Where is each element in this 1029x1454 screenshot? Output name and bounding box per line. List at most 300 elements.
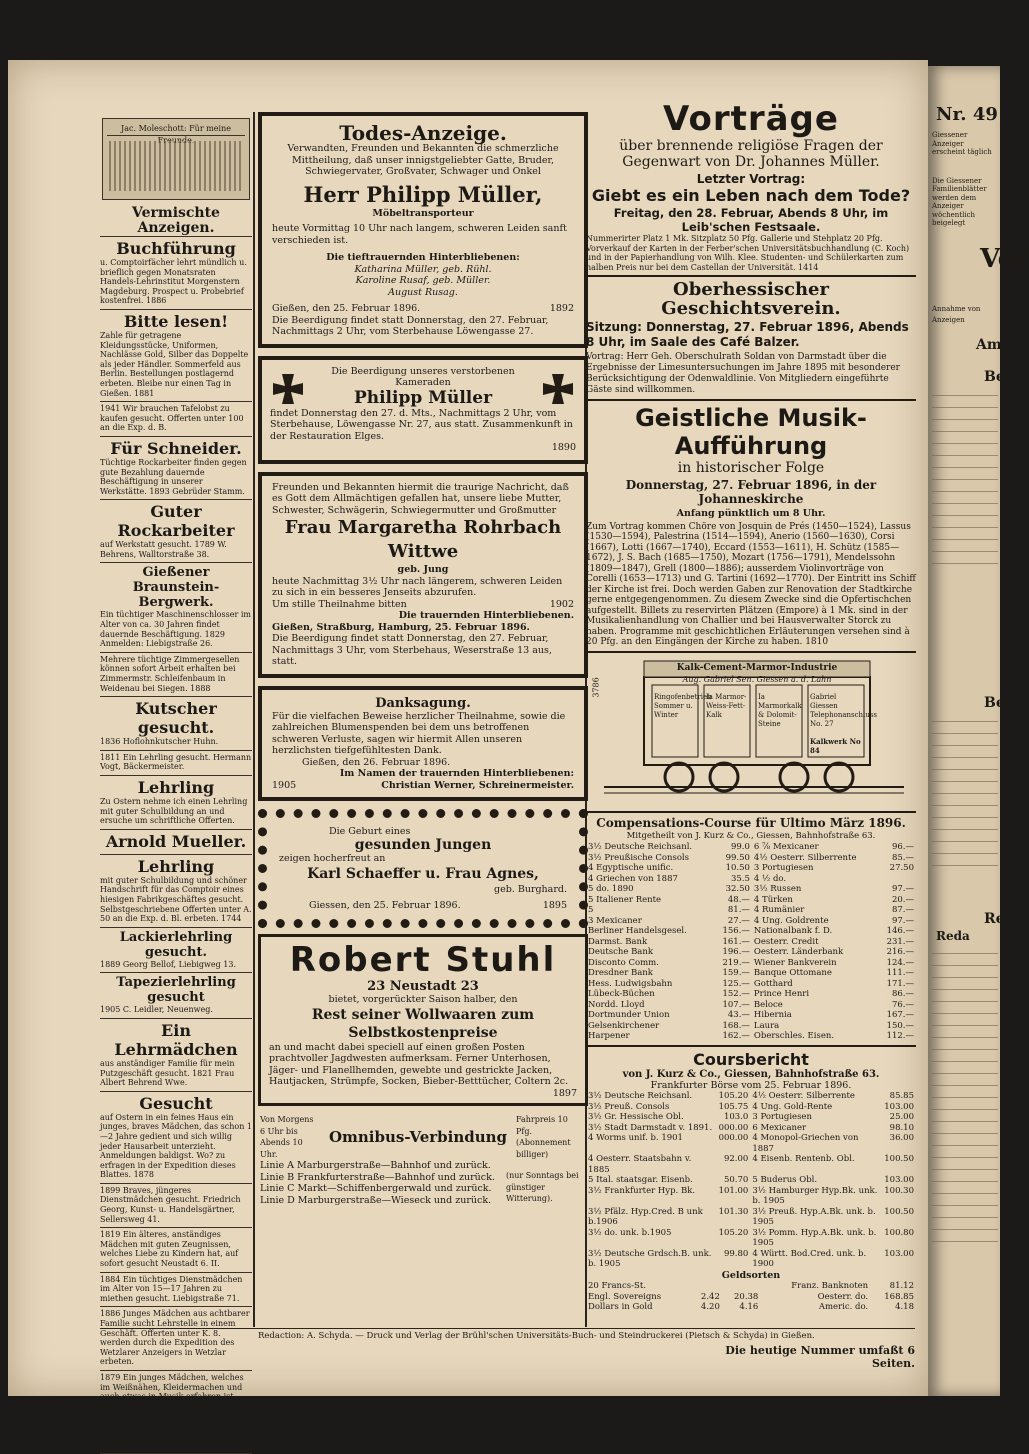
ad-body: 1811 Ein Lehrling gesucht. Hermann Vogt, Bäckermeister. bbox=[100, 752, 252, 772]
ad-body: 1886 Junges Mädchen aus achtbarer Familie sucht Lehrstelle in einem Geschäft. Offerten unter K. 8. werden durch die Expedition des Wetzlarer Anzeigers in Wetzlar erbeten. bbox=[100, 1309, 250, 1367]
table-cell: 152.— bbox=[722, 989, 750, 999]
ad-title: Arnold Mueller. bbox=[105, 831, 247, 851]
omnibus-advertisement bbox=[258, 1114, 588, 1206]
table-cell: 168.— bbox=[722, 1020, 750, 1031]
rates-table bbox=[586, 842, 916, 1042]
table-row bbox=[586, 1021, 916, 1032]
text-fragment-lines bbox=[932, 395, 998, 575]
table-cell: 161.— bbox=[722, 936, 750, 947]
table-row bbox=[586, 874, 916, 885]
ad-number: 1897 bbox=[552, 1087, 577, 1099]
place-date: Gießen, Straßburg, Hamburg, 25. Februar 1896. bbox=[272, 621, 530, 633]
thanks-notice bbox=[258, 686, 588, 802]
table-row bbox=[586, 958, 916, 969]
table-cell: 5 do. 1890 bbox=[588, 884, 634, 894]
concert-start: Anfang pünktlich um 8 Uhr. bbox=[676, 508, 826, 519]
table-cell: 171.— bbox=[886, 978, 914, 989]
table-cell: Oesterr. do. bbox=[817, 1291, 869, 1302]
ad-body: auf Werkstatt gesucht. 1789 W. Behrens, Walltorstraße 38. bbox=[100, 540, 227, 559]
table-cell: 196.— bbox=[722, 947, 750, 957]
table-cell: 100.80 bbox=[884, 1227, 914, 1238]
snippet-heading: Vor bbox=[980, 243, 1029, 274]
table-row bbox=[586, 916, 916, 927]
table-cell: 27.50 bbox=[889, 863, 914, 873]
ad-number: 1890 bbox=[551, 442, 576, 453]
table-cell: 3 Portugiesen bbox=[752, 1112, 812, 1122]
classified-ad bbox=[100, 402, 252, 437]
ad-title: Bitte lesen! bbox=[123, 311, 229, 331]
table-cell: Dortmunder Union bbox=[588, 1010, 670, 1020]
ad-title: Gesucht bbox=[139, 1093, 213, 1113]
table-cell: 4.18 bbox=[895, 1302, 914, 1312]
table-cell: 27.— bbox=[727, 915, 750, 926]
ad-body: auf Ostern in ein feines Haus ein junges, braves Mädchen, das schon 1—2 Jahre gedient und sich willig jeder Hausarbeit unterzieht. Anmeldungen baldigst. Wo? zu erfragen in der Expedition dieses Blattes. 1878 bbox=[100, 1112, 253, 1180]
table-cell: 000.00 bbox=[718, 1122, 749, 1133]
table-cell: 81.— bbox=[727, 905, 750, 915]
table-row bbox=[586, 989, 916, 1000]
classified-ad bbox=[100, 563, 252, 652]
table-cell: 5 Ital. staatsgar. Eisenb. bbox=[588, 1175, 693, 1185]
table-cell: 97.— bbox=[891, 915, 914, 926]
mourner-name: Karoline Rusaf, geb. Müller. bbox=[355, 275, 491, 286]
shop-headline: Rest seiner Wollwaaren zum Selbstkostenpreise bbox=[311, 1006, 535, 1041]
snippet-heading: Re bbox=[984, 910, 1005, 927]
table-row bbox=[586, 1123, 916, 1134]
concert-when: Donnerstag, 27. Februar 1896, in der Johanneskirche bbox=[625, 478, 877, 506]
table-row bbox=[586, 1207, 916, 1228]
deceased-name: Herr Philipp Müller, bbox=[303, 181, 543, 207]
lecture-question: Giebt es ein Leben nach dem Tode? bbox=[591, 186, 911, 205]
table-cell: Harpener bbox=[588, 1031, 630, 1041]
shop-intro: bietet, vorgerückter Saison halber, den bbox=[328, 994, 518, 1005]
route-label: Linie A bbox=[260, 1160, 295, 1171]
ad-body: 1884 Ein tüchtiges Dienstmädchen im Alter von 15—17 Jahren zu miethen gesucht. Liebigstraße 71. bbox=[100, 1274, 243, 1303]
table-cell: 10.50 bbox=[725, 863, 750, 873]
death-notice-intro: Verwandten, Freunden und Bekannten die schmerzliche Mittheilung, daß unser innigstgeliebter Gatte, Bruder, Schwiegervater, Großvater, Schwager und Onkel bbox=[287, 143, 559, 177]
table-row bbox=[586, 1228, 916, 1249]
funeral-info: Die Beerdigung findet statt Donnerstag, den 27. Februar, Nachmittags 2 Uhr, vom Sterbehause Löwengasse 27. bbox=[272, 314, 549, 337]
column-3-events-finance bbox=[586, 100, 916, 1330]
table-cell: 4 Württ. Bod.Cred. unk. b. 1900 bbox=[752, 1248, 867, 1269]
wagon-panel: Ia Marmorkalk & Dolomit-Steine bbox=[758, 692, 802, 728]
route-text: Markt—Schiffenbergerwald und zurück. bbox=[297, 1183, 492, 1194]
death-notice-text: heute Vormittag 10 Uhr nach langem, schweren Leiden sanft verschieden ist. bbox=[272, 223, 567, 246]
table-cell: 3½ Russen bbox=[753, 884, 802, 894]
ad-body: 1879 Ein junges Mädchen, welches im Weißnähen, Kleidermachen und auch etwas in Musik erfahren ist, sucht Stelle als Stütze der Hausfrau oder Ähnliches. Es wird weniger auf hohen Lohn als auf gute Behandlung gesehen. Näheres zu erfragen Bismarckstraße 8. bbox=[100, 1372, 250, 1450]
ad-title: Kutscher gesucht. bbox=[135, 699, 217, 738]
snippet-heading: Am bbox=[976, 336, 1002, 353]
classified-ad bbox=[100, 1019, 252, 1092]
table-cell: Americ. do. bbox=[818, 1302, 869, 1312]
table-cell: 168.85 bbox=[884, 1291, 914, 1302]
signed-name: Christian Werner, Schreinermeister. bbox=[381, 779, 574, 791]
column-1-classifieds bbox=[100, 118, 253, 1450]
table-cell: 3½ Deutsche Reichsanl. bbox=[588, 1091, 693, 1101]
table-cell: Beloce bbox=[753, 999, 783, 1010]
classified-ad bbox=[100, 1184, 252, 1228]
table-cell: 3½ Stadt Darmstadt v. 1891. bbox=[588, 1122, 713, 1133]
classified-ad bbox=[100, 751, 252, 776]
sacred-music-advertisement bbox=[586, 401, 916, 653]
wagon-subtitle: Aug. Gabriel Sen. Giessen a. d. Lahn bbox=[682, 674, 832, 684]
deceased-born: geb. Jung bbox=[397, 564, 449, 575]
report-table bbox=[586, 1091, 916, 1270]
comrades-line: Die Beerdigung unseres verstorbenen Kameraden bbox=[331, 365, 515, 388]
wagon-panel: Kalkwerk No 84 bbox=[810, 736, 861, 755]
table-cell: 150.— bbox=[886, 1020, 914, 1031]
route-label: Linie D bbox=[260, 1194, 295, 1206]
table-cell: 20.38 bbox=[734, 1291, 759, 1302]
table-cell: Franz. Banknoten bbox=[791, 1281, 869, 1291]
footer-pages: Die heutige Nummer umfaßt 6 Seiten. bbox=[725, 1344, 915, 1370]
robert-stuhl-advertisement bbox=[258, 934, 588, 1106]
lecture-title: Vorträge bbox=[663, 99, 839, 139]
mourners-heading: Die tieftrauernden Hinterbliebenen: bbox=[326, 252, 520, 263]
table-cell: 3½ Preuß. Hyp.A.Bk. unk. b. 1905 bbox=[752, 1206, 876, 1227]
table-cell: 99.80 bbox=[723, 1248, 749, 1259]
table-cell: Laura bbox=[753, 1020, 780, 1031]
table-cell: 35.5 bbox=[730, 873, 750, 884]
table-cell: 156.— bbox=[722, 926, 750, 936]
table-cell: 4 Ung. Goldrente bbox=[753, 915, 829, 926]
lecture-advertisement bbox=[586, 100, 916, 277]
ad-title: Lackierlehrling gesucht. bbox=[119, 929, 233, 960]
table-row bbox=[586, 1154, 916, 1175]
table-cell: 3 Portugiesen bbox=[753, 863, 814, 873]
table-cell: 97.— bbox=[891, 884, 914, 894]
bourse-date: Frankfurter Börse vom 25. Februar 1896. bbox=[650, 1079, 852, 1091]
table-cell: 4 Griechen von 1887 bbox=[588, 873, 678, 884]
footer bbox=[258, 1331, 918, 1342]
classified-ad bbox=[100, 973, 252, 1019]
funeral-info: Die Beerdigung findet statt Donnerstag, den 27. Februar, Nachmittags 3 Uhr, vom Sterbehaus, Weserstraße 13 aus, statt. bbox=[272, 633, 552, 667]
place-date: Gießen, den 25. Februar 1896. bbox=[272, 303, 421, 314]
table-cell: 4 Rumänier bbox=[753, 905, 805, 915]
table-cell: 96.— bbox=[891, 842, 914, 852]
classified-ad bbox=[100, 500, 252, 563]
society-meeting: Sitzung: Donnerstag, 27. Februar 1896, Abends 8 Uhr, im Saale des Café Balzer. bbox=[586, 320, 909, 349]
table-row bbox=[586, 1102, 916, 1113]
lecture-prices: Nummerirter Platz 1 Mk. Sitzplatz 50 Pfg. Gallerie und Stehplatz 20 Pfg. Vorverkauf der Karten in der Ferber'schen Universitätsbuchhandlung (C. Koch) und in der Papierhandlung von Wilh. Klee. Studenten- und Schülerkarten zum halben Preis nur bei dem Castellan der Universität. 1414 bbox=[586, 234, 910, 272]
moleschott-advertisement-image bbox=[102, 118, 250, 200]
snippet: Die Giessener Familienblätter werden dem Anzeiger wöchentlich beigelegt bbox=[932, 176, 987, 227]
table-cell: 3 Mexicaner bbox=[588, 915, 642, 926]
classified-ad bbox=[100, 310, 252, 402]
logo-caption: Jac. Moleschott: Für meine bbox=[107, 123, 245, 136]
classified-ad bbox=[100, 653, 252, 697]
logo-engraving bbox=[109, 141, 243, 191]
table-cell: 3½ do. unk. b.1905 bbox=[588, 1227, 672, 1238]
table-cell: 4.20 bbox=[700, 1302, 720, 1312]
classified-ad bbox=[100, 776, 252, 830]
lecture-subtitle: über brennende religiöse Fragen der Gegenwart von Dr. Johannes Müller. bbox=[619, 138, 883, 170]
table-cell: Dollars in Gold bbox=[588, 1302, 653, 1312]
table-cell: 6 Mexicaner bbox=[752, 1122, 807, 1133]
table-cell: Lübeck-Büchen bbox=[588, 989, 655, 999]
table-cell: 4 ½ do. bbox=[753, 873, 787, 884]
table-cell: 103.00 bbox=[884, 1175, 914, 1185]
thanks-title: Danksagung. bbox=[375, 695, 471, 711]
table-cell: Gotthard bbox=[753, 978, 793, 989]
table-cell: 4 Türken bbox=[753, 894, 793, 905]
table-cell: 125.— bbox=[722, 978, 750, 989]
compensation-rates bbox=[586, 813, 916, 1047]
snippet: Giessener Anzeiger erscheint täglich bbox=[932, 131, 992, 156]
omnibus-hours: Von Morgens 6 Uhr bis Abends 10 Uhr. bbox=[260, 1115, 314, 1159]
classified-ad bbox=[100, 830, 252, 855]
table-row bbox=[586, 947, 916, 958]
table-cell bbox=[691, 1281, 722, 1292]
column-rule bbox=[253, 112, 255, 1327]
table-cell: 4 Ung. Gold-Rente bbox=[752, 1101, 833, 1112]
table-row bbox=[586, 853, 916, 864]
table-cell: Oesterr. Credit bbox=[753, 936, 819, 947]
mother-born: geb. Burghard. bbox=[494, 884, 567, 895]
iron-cross-icon bbox=[268, 372, 308, 412]
ad-body: Tüchtige Rockarbeiter finden gegen gute Bezahlung dauernde Beschäftigung in unserer Werkstätte. 1893 Gebrüder Stamm. bbox=[100, 457, 247, 496]
table-cell: 87.— bbox=[891, 905, 914, 915]
ad-body: aus anständiger Familie für mein Putzgeschäft gesucht. 1821 Frau Albert Behrend Wwe. bbox=[100, 1058, 235, 1088]
table-cell: Banque Ottomane bbox=[753, 968, 832, 978]
text-fragment-lines bbox=[932, 721, 998, 871]
table-cell: 4 Oesterr. Staatsbahn v. 1885 bbox=[588, 1154, 692, 1175]
shop-address: 23 Neustadt 23 bbox=[367, 979, 479, 994]
table-cell: Hess. Ludwigsbahn bbox=[588, 978, 673, 989]
table-cell: Disconto Comm. bbox=[588, 957, 659, 968]
mourners-heading: Die trauernden Hinterbliebenen. bbox=[398, 610, 574, 621]
table-row bbox=[586, 1186, 916, 1207]
wagon-panel: Ringofenbetrieb Sommer u. Winter bbox=[654, 692, 712, 719]
table-cell: 100.50 bbox=[884, 1206, 914, 1217]
wagon-panel: Gabriel Giessen Telephonanschluss No. 27 bbox=[810, 692, 877, 728]
table-cell: Berliner Handelsgesel. bbox=[588, 926, 687, 936]
ad-title: Tapezierlehrling gesucht bbox=[116, 975, 236, 1006]
deceased-name: Frau Margaretha Rohrbach Wittwe bbox=[284, 517, 562, 562]
classified-ad bbox=[100, 697, 252, 751]
report-title: Coursbericht bbox=[693, 1049, 809, 1069]
mourner-name: August Rusag. bbox=[388, 286, 458, 298]
omnibus-fare: Fahrpreis 10 Pfg. (Abonnement billiger) bbox=[515, 1115, 571, 1159]
table-cell: 32.50 bbox=[725, 884, 750, 894]
route-text: Marburgerstraße—Bahnhof und zurück. bbox=[297, 1160, 491, 1171]
table-cell: 4 Monopol-Griechen von 1887 bbox=[752, 1133, 859, 1154]
table-cell: 3½ Frankfurter Hyp. Bk. bbox=[588, 1185, 696, 1196]
table-row bbox=[586, 1112, 916, 1123]
table-cell: Deutsche Bank bbox=[588, 947, 654, 957]
table-cell: 81.12 bbox=[889, 1281, 914, 1291]
table-cell: 92.00 bbox=[723, 1154, 749, 1164]
last-lecture-label: Letzter Vortrag: bbox=[696, 172, 806, 186]
deceased-profession: Möbeltransporteur bbox=[372, 207, 474, 219]
stock-report bbox=[586, 1047, 916, 1316]
table-cell: 99.50 bbox=[725, 852, 750, 863]
ad-number: 1892 bbox=[549, 303, 574, 314]
classified-ad bbox=[100, 1228, 252, 1272]
table-cell: Prince Henri bbox=[753, 989, 810, 999]
table-cell: 6 ⅞ Mexicaner bbox=[753, 842, 819, 852]
concert-title: Geistliche Musik-Aufführung bbox=[635, 404, 867, 460]
table-cell: 4½ Oesterr. Silberrente bbox=[752, 1091, 855, 1101]
table-cell: 36.00 bbox=[889, 1133, 914, 1143]
table-cell: Oberschles. Eisen. bbox=[753, 1031, 835, 1041]
ad-title: Lehrling bbox=[137, 778, 215, 797]
birth-announcement bbox=[258, 809, 588, 928]
table-cell: 4½ Oesterr. Silberrente bbox=[753, 852, 857, 863]
omnibus-note: (nur Sonntags bei günstiger Witterung). bbox=[506, 1171, 579, 1203]
table-cell: 111.— bbox=[886, 968, 914, 978]
table-cell: 3½ Pomm. Hyp.A.Bk. unk. b. 1905 bbox=[752, 1227, 877, 1248]
table-cell: 101.00 bbox=[718, 1185, 749, 1196]
table-cell: 000.00 bbox=[718, 1133, 749, 1143]
table-cell: 100.30 bbox=[884, 1185, 914, 1196]
parents-name: Karl Schaeffer u. Frau Agnes, bbox=[307, 866, 539, 882]
mourner-name: Katharina Müller, geb. Rühl. bbox=[354, 263, 492, 275]
iron-cross-icon bbox=[538, 372, 578, 412]
place-date: Giessen, den 25. Februar 1896. bbox=[309, 899, 461, 911]
ad-body: Mehrere tüchtige Zimmergesellen können sofort Arbeit erhalten bei Zimmermstr. Schleifenbaum in Weidenau bei Siegen. 1888 bbox=[100, 654, 240, 693]
table-cell: 3½ Pfälz. Hyp.Cred. B unk b.1906 bbox=[588, 1206, 703, 1227]
table-cell: 3½ Preußische Consols bbox=[588, 852, 690, 863]
table-cell: Darmst. Bank bbox=[588, 936, 648, 947]
table-cell: 101.30 bbox=[718, 1206, 749, 1217]
ad-number: 1895 bbox=[542, 899, 567, 911]
table-cell: 48.— bbox=[727, 894, 750, 905]
comrades-death-notice bbox=[258, 356, 588, 464]
shop-text: an und macht dabei speciell auf einen großen Posten prachtvoller Jagdwesten aufmerksam. Ferner Unterhosen, Jäger- und Flanellhemden, gewebte und gestrickte Jacken, Hautjacken, Strümpfe, Socken, Bieber-Betttücher, Coltern 2c. bbox=[269, 1041, 569, 1087]
table-cell: 76.— bbox=[891, 999, 914, 1010]
table-row bbox=[586, 884, 916, 895]
table-row bbox=[586, 1091, 916, 1102]
table-row bbox=[586, 926, 916, 937]
ad-body: 1905 C. Leidler, Neuenweg. bbox=[100, 1005, 213, 1015]
table-cell: 105.20 bbox=[718, 1227, 749, 1238]
table-cell: 231.— bbox=[886, 936, 914, 947]
table-cell: 167.— bbox=[886, 1010, 914, 1020]
table-row bbox=[586, 1031, 916, 1042]
table-cell: 103.0 bbox=[723, 1112, 749, 1122]
ad-title: Ein Lehrmädchen bbox=[114, 1020, 238, 1059]
table-cell: Nordd. Lloyd bbox=[588, 999, 645, 1010]
snippet: Annahme von Anzeigen bbox=[932, 304, 981, 324]
ad-number: 1905 bbox=[272, 779, 297, 791]
thanks-text: Für die vielfachen Beweise herzlicher Theilnahme, sowie die zahlreichen Blumenspenden bei dem uns betroffenen schweren Verluste, sagen wir hiermit Allen unseren herzlichsten tiefgefühltesten Dank. bbox=[272, 710, 566, 756]
table-cell: 50.70 bbox=[723, 1175, 749, 1185]
table-row bbox=[586, 1175, 916, 1186]
birth-line: Die Geburt eines bbox=[329, 826, 411, 837]
table-row bbox=[586, 1292, 916, 1303]
table-row bbox=[586, 1133, 916, 1154]
table-cell: 4 Egyptische unific. bbox=[588, 863, 674, 873]
ad-number: 1902 bbox=[549, 598, 574, 610]
ad-body: Ein tüchtiger Maschinenschlosser im Alter von ca. 30 Jahren findet dauernde Beschäftigung. 1829 Anmelden: Liebigstraße 26. bbox=[100, 610, 251, 649]
signed-heading: Im Namen der trauernden Hinterbliebenen: bbox=[339, 768, 574, 779]
table-row bbox=[586, 979, 916, 990]
death-notice-text: heute Nachmittag 3½ Uhr nach längerem, schweren Leiden zu sich in ein besseres Jenseits abzurufen. bbox=[272, 575, 563, 598]
table-cell: 4 Eisenb. Rentenb. Obl. bbox=[752, 1154, 855, 1164]
table-cell: 99.0 bbox=[730, 842, 750, 852]
classified-ad bbox=[100, 237, 252, 310]
classified-ad bbox=[100, 928, 252, 974]
table-cell: 4 Worms unif. b. 1901 bbox=[588, 1133, 683, 1143]
concert-text: Zum Vortrag kommen Chöre von Josquin de Prés (1450—1524), Lassus (1530—1594), Palestrina (1514—1594), Anerio (1560—1630), Corsi (1667), Lotti (1667—1740), Eccard (1553—1611), H. Schütz (1585—1672), J. S. Bach (1685—1750), Mozart (1756—1791), Mendelssohn (1809—1847), Grell (1800—1886); ausserdem Violinvorträge von Corelli (1653—1713) und G. Tartini (1692—1770). Der Eintritt ins Schiff der Kirche ist frei. Doch werden Gaben zur Renovation der Stadtkirche gerne entgegengenommen. Zu diesem Zwecke sind die Opfertischchen aufgestellt. Billets zu reservirten Plätzen (Empore) à 1 Mk. sind in der Musikalienhandlung von Challier und bei Hausverwalter Storck zu haben. Programme mit geschichtlichen Erläuterungen versehen sind à 20 Pfg. an den Eingängen der Kirche zu haben. 1810 bbox=[586, 521, 916, 647]
table-cell: Gelsenkirchener bbox=[588, 1020, 660, 1031]
table-cell: 124.— bbox=[886, 957, 914, 968]
table-cell: 3½ Deutsche Grdsch.B. unk. b. 1905 bbox=[588, 1248, 712, 1269]
table-cell bbox=[722, 1281, 760, 1292]
table-row bbox=[586, 1281, 916, 1292]
history-society-advertisement bbox=[586, 277, 916, 401]
table-cell: 146.— bbox=[886, 926, 914, 936]
table-cell: 112.— bbox=[886, 1031, 914, 1041]
table-cell: 85.— bbox=[891, 852, 914, 863]
classified-ad bbox=[100, 1307, 252, 1371]
route-label: Linie B bbox=[260, 1171, 295, 1183]
sympathy-request: Um stille Theilnahme bitten bbox=[272, 598, 407, 610]
ad-body: Zu Ostern nehme ich einen Lehrling mit guter Schulbildung an und ersuche um schriftliche Offerten. bbox=[100, 797, 248, 826]
table-cell: 5 bbox=[588, 905, 594, 915]
table-cell: 219.— bbox=[722, 957, 750, 968]
next-page-column bbox=[930, 100, 1029, 1330]
table-cell: 3½ Gr. Hessische Obl. bbox=[588, 1112, 684, 1122]
footer-credit: Redaction: A. Schyda. — Druck und Verlag der Brühl'schen Universitäts-Buch- und Steindruckerei (Pietsch & Schyda) in Gießen. bbox=[258, 1331, 815, 1341]
table-cell: Oesterr. Länderbank bbox=[753, 947, 844, 957]
table-cell: Hibernia bbox=[753, 1010, 792, 1020]
table-row bbox=[586, 937, 916, 948]
table-cell: 100.50 bbox=[884, 1154, 914, 1164]
column-2-announcements bbox=[258, 112, 588, 1330]
rates-subtitle: Mitgetheilt von J. Kurz & Co., Giessen, Bahnhofstraße 63. bbox=[626, 830, 876, 841]
table-cell: 3½ Deutsche Reichsanl. bbox=[588, 842, 693, 852]
birth-line: zeigen hocherfreut an bbox=[279, 852, 386, 864]
comrade-name: Philipp Müller bbox=[353, 387, 493, 408]
table-cell: 2.42 bbox=[700, 1291, 720, 1302]
table-row bbox=[586, 1249, 916, 1270]
shop-name: Robert Stuhl bbox=[289, 940, 557, 980]
route-text: Marburgerstraße—Wieseck und zurück. bbox=[297, 1194, 492, 1206]
death-notice-rohrbach bbox=[258, 472, 588, 678]
table-row bbox=[586, 905, 916, 916]
birth-headline: gesunden Jungen bbox=[354, 836, 492, 853]
death-notice-title: Todes-Anzeige. bbox=[339, 121, 507, 145]
lime-works-advertisement bbox=[586, 653, 916, 813]
ad-title: Gießener Braunstein-Bergwerk. bbox=[132, 565, 220, 611]
ad-body: 1899 Braves, jüngeres Dienstmädchen gesucht. Friedrich Georg, Kunst- u. Handelsgärtner, Sellersweg 41. bbox=[100, 1185, 241, 1224]
table-cell: 5 Italiener Rente bbox=[588, 894, 662, 905]
table-cell: Dresdner Bank bbox=[588, 968, 653, 978]
ad-body: 1819 Ein älteres, anständiges Mädchen mit guten Zeugnissen, welches Liebe zu Kindern hat, auf sofort gesucht Neustadt 6. II. bbox=[100, 1230, 239, 1269]
ad-body: 1836 Hoflohnkutscher Huhn. bbox=[100, 737, 219, 747]
wagon-title: Kalk-Cement-Marmor-Industrie bbox=[676, 662, 838, 673]
route-text: Frankfurterstraße—Bahnhof und zurück. bbox=[297, 1171, 495, 1183]
classified-ad bbox=[100, 1371, 252, 1454]
table-cell: 107.— bbox=[722, 999, 750, 1010]
table-cell: Nationalbank f. D. bbox=[753, 926, 833, 936]
table-cell: 162.— bbox=[722, 1031, 750, 1041]
report-subtitle: von J. Kurz & Co., Giessen, Bahnhofstraße 63. bbox=[622, 1068, 880, 1080]
ad-body: 1889 Georg Bellof, Liebigweg 13. bbox=[100, 959, 237, 969]
society-title: Oberhessischer Geschichtsverein. bbox=[661, 279, 841, 319]
table-cell: 159.— bbox=[722, 968, 750, 978]
classified-ad bbox=[100, 1273, 252, 1308]
issue-number: Nr. 49 bbox=[936, 104, 998, 125]
table-row bbox=[586, 895, 916, 906]
table-cell: 103.00 bbox=[884, 1248, 914, 1259]
ad-body: Zahle für getragene Kleidungsstücke, Uniformen, Nachlässe Gold, Silber das Doppelte als jeder Händler. Sommerfeld aus Berlin. Bestellungen postlagernd erbeten. Bleibe nur einen Tag in Gießen. 1881 bbox=[100, 330, 249, 398]
currency-table bbox=[586, 1281, 916, 1313]
table-cell: 98.10 bbox=[889, 1122, 914, 1133]
classified-ad bbox=[100, 437, 252, 500]
table-cell bbox=[879, 874, 916, 885]
